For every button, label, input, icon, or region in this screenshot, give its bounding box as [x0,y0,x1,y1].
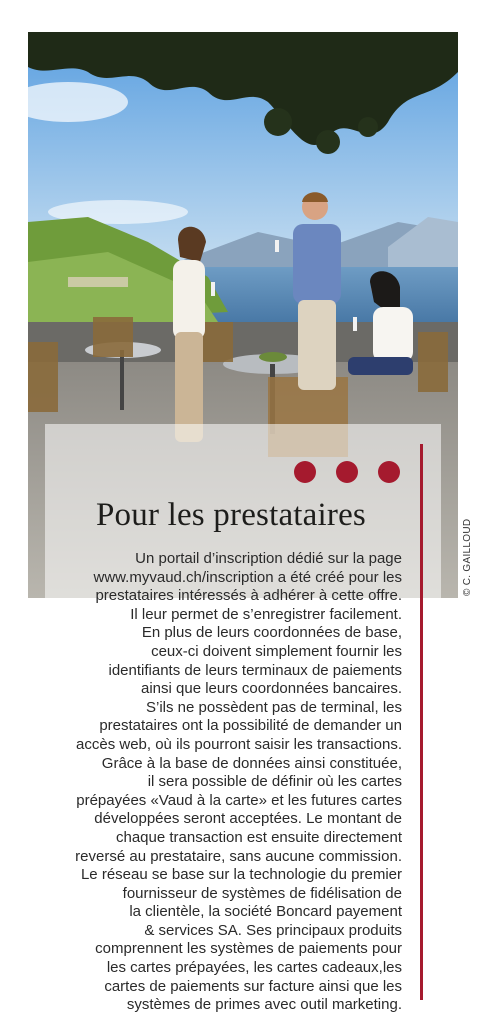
body-line: S’ils ne possèdent pas de terminal, les [146,698,402,716]
photo-credit: © C. GAILLOUD [462,518,473,596]
body-line: prépayées «Vaud à la carte» et les futures cartes [76,791,402,809]
accent-rule [420,444,423,1000]
body-line: ainsi que leurs coordonnées bancaires. [141,680,402,698]
body-line: & services SA. Ses principaux produits [144,921,402,939]
body-line: les cartes prépayées, les cartes cadeaux,les [106,959,402,977]
decorative-dot [294,461,316,483]
body-line: comprennent les systèmes de paiements pour [95,940,402,958]
body-line: la clientèle, la société Boncard payement [129,903,402,921]
body-line: www.myvaud.ch/inscription a été créé pour les [93,568,402,586]
body-line: En plus de leurs coordonnées de base, [141,624,402,642]
body-line: fournisseur de systèmes de fidélisation de [122,884,402,902]
body-line: il sera possible de définir où les cartes [147,773,402,791]
body-line: systèmes de primes avec outil marketing. [126,996,402,1014]
article-body [40,550,402,1015]
body-line: prestataires intéressés à adhérer à cette offre. [95,587,402,605]
body-line: Le réseau se base sur la technologie du premier [80,866,402,884]
body-line: Il leur permet de s’enregistrer facilement. [130,605,402,623]
body-line: développées seront acceptées. Le montant de [94,810,402,828]
body-line: reversé au prestataire, sans aucune commission. [75,847,402,865]
body-line: identifiants de leurs terminaux de paiements [108,661,402,679]
body-line: ceux-ci doivent simplement fournir les [151,642,402,660]
body-line: Grâce à la base de données ainsi constituée, [101,754,402,772]
body-line: accès web, où ils pourront saisir les transactions. [76,735,402,753]
body-line: prestataires ont la possibilité de demander un [99,717,402,735]
decorative-dot [378,461,400,483]
body-line: Un portail d’inscription dédié sur la page [135,550,402,567]
body-line: chaque transaction est ensuite directement [115,828,402,846]
decorative-dot [336,461,358,483]
body-line: cartes de paiements sur facture ainsi que les [104,977,402,995]
article-title: Pour les prestataires [96,497,366,533]
